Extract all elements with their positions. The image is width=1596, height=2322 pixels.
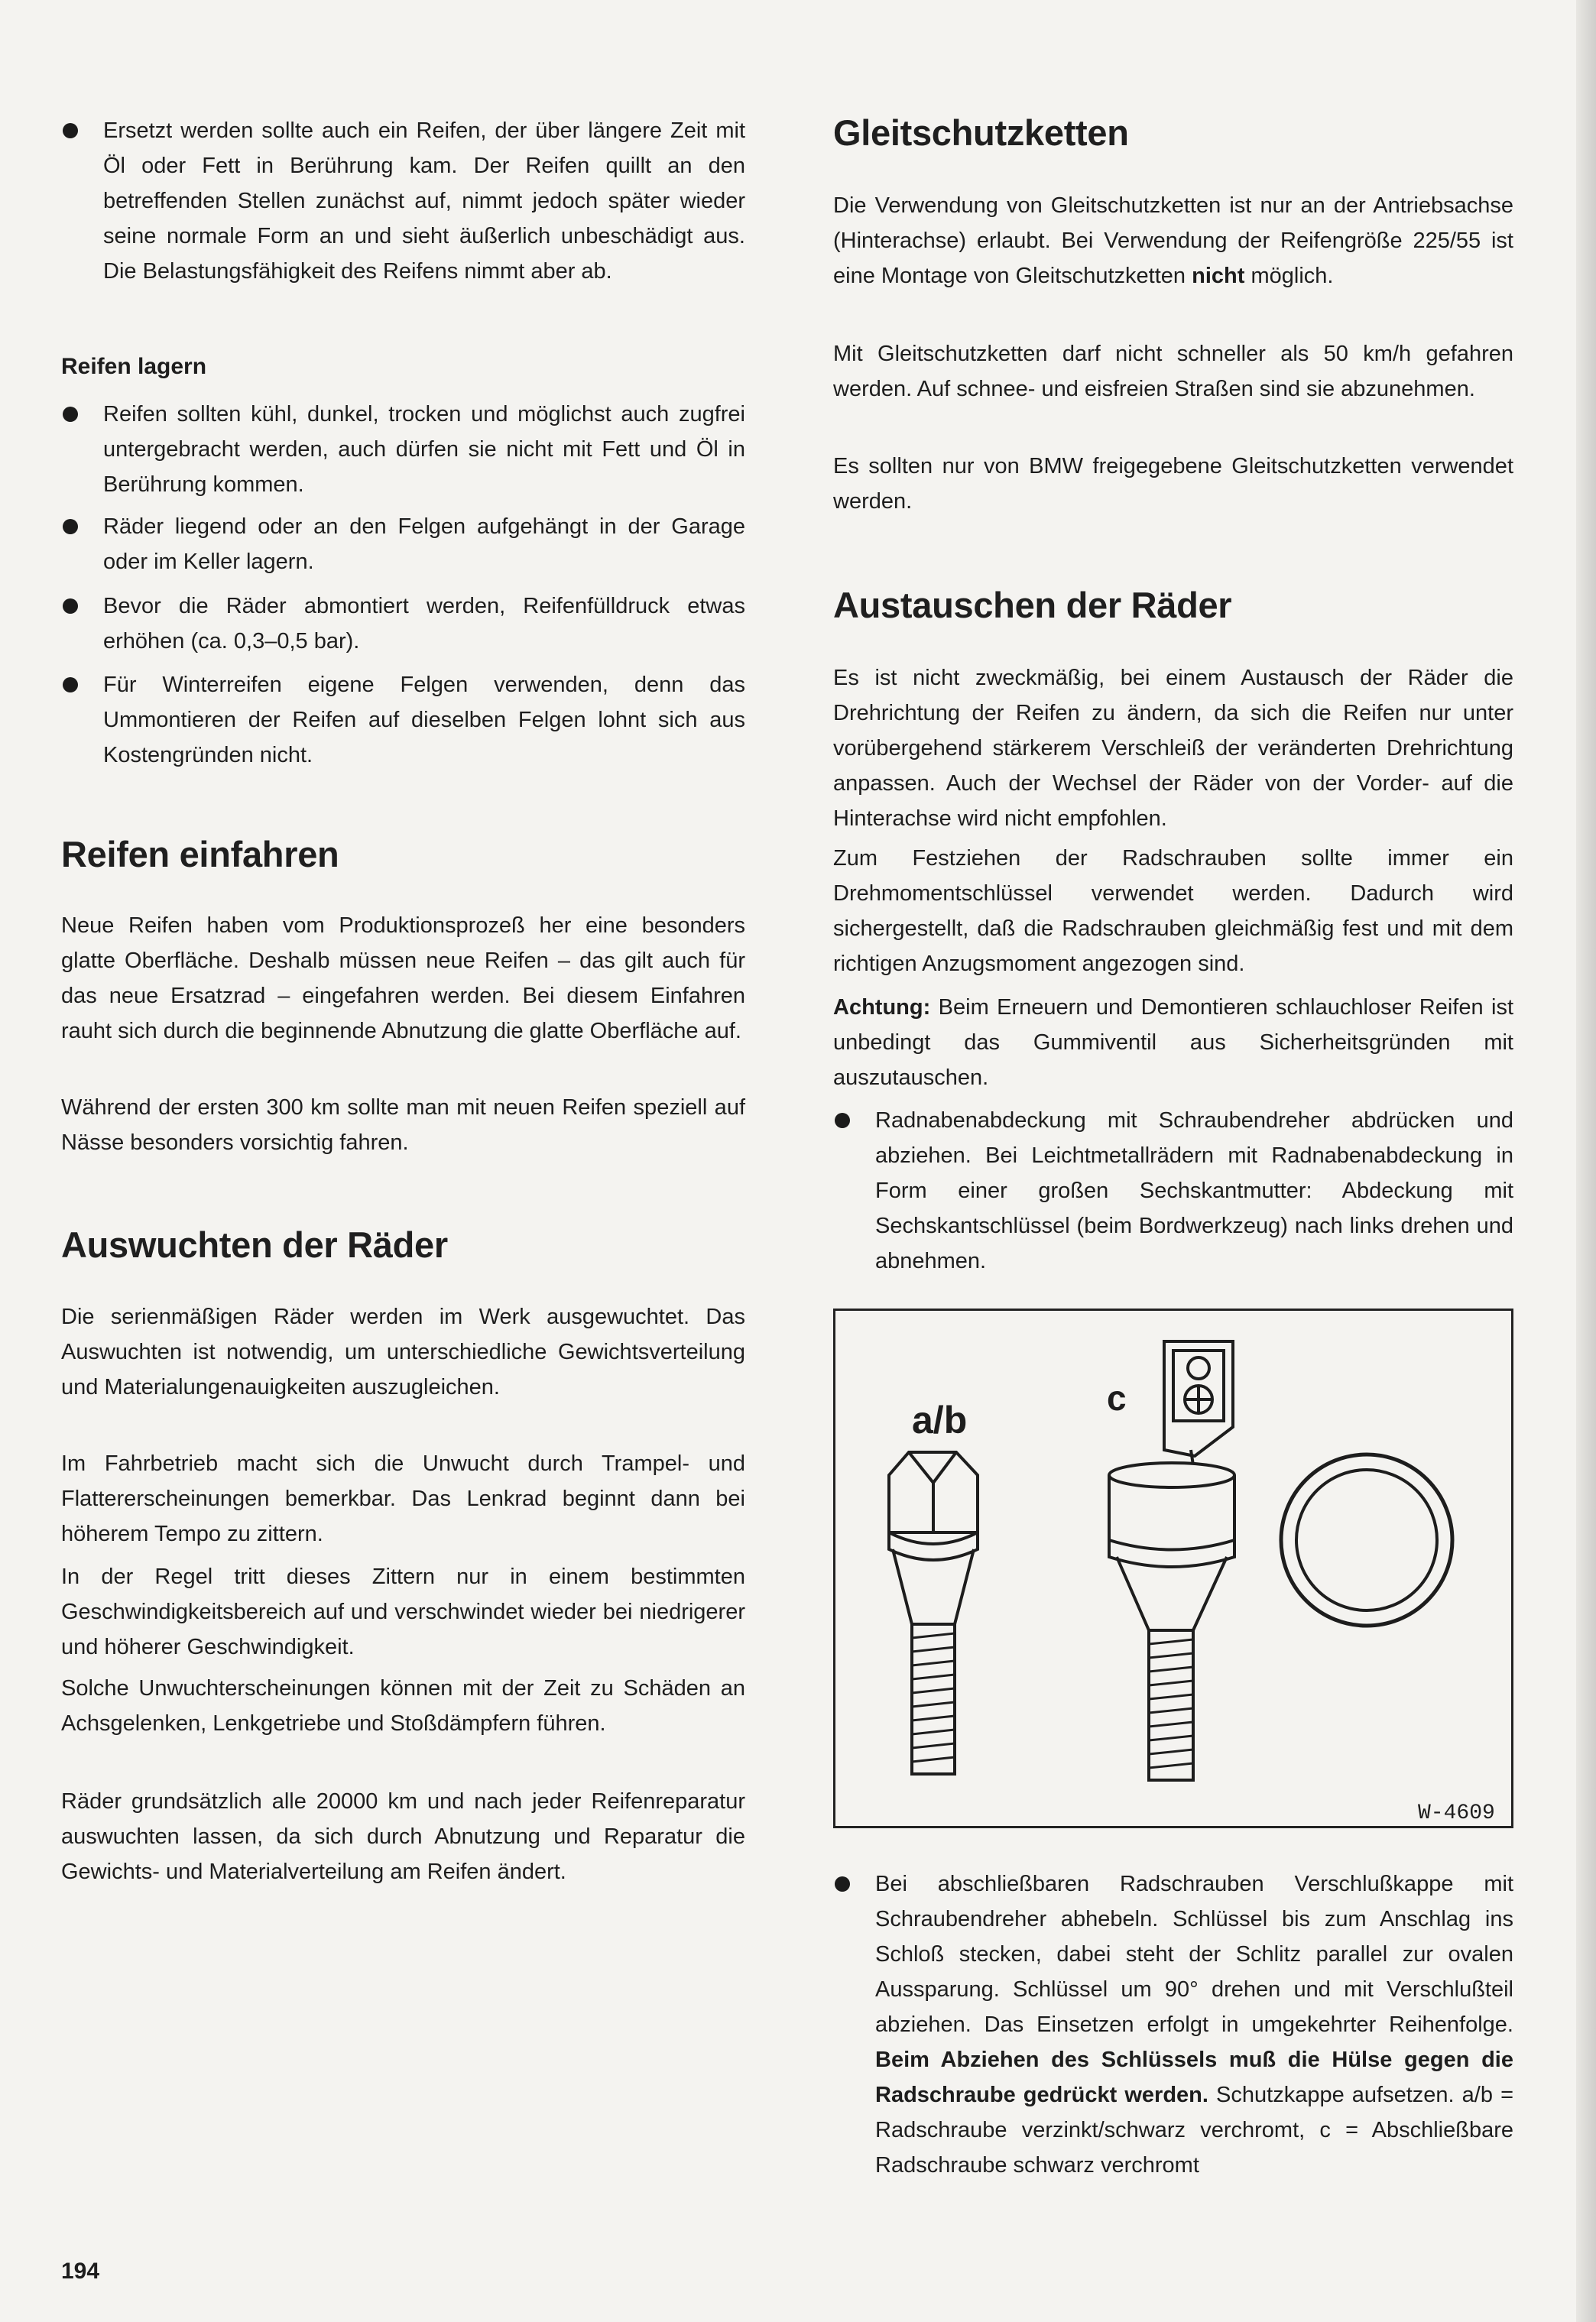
figure-code: W-4609 xyxy=(1418,1801,1495,1825)
paragraph-auswuchten-5: Räder grundsätzlich alle 20000 km und nach jeder Reifenreparatur auswuchten lassen, da sich durch Abnutzung und Reparatur die Gewichts- und Materialverteilung am Reifen ändert. xyxy=(61,1789,745,1884)
heading-austauschen: Austauschen der Räder xyxy=(833,585,1232,625)
bullet-lagern-1: Reifen sollten kühl, dunkel, trocken und möglichst auch zugfrei untergebracht werden, auch dürfen sie nicht mit Fett und Öl in Berührung kommen. xyxy=(61,397,745,502)
paragraph-achtung: Achtung: Beim Erneuern und Demontieren schlauchloser Reifen ist unbedingt das Gummiventil aus Sicherheitsgründen mit auszutauschen. xyxy=(833,995,1513,1090)
bullet-oil-contact: Ersetzt werden sollte auch ein Reifen, der über längere Zeit mit Öl oder Fett in Berührung kam. Der Reifen quillt an den betreffenden Stellen zunächst auf, nimmt jedoch später wieder seine normale Form an und sieht äußerlich unbeschädigt aus. Die Belastungsfähigkeit des Reifens nimmt aber ab. xyxy=(61,113,745,289)
paragraph-gleitschutz-2: Mit Gleitschutzketten darf nicht schneller als 50 km/h gefahren werden. Auf schnee- und eisfreien Straßen sind sie abzunehmen. xyxy=(833,342,1513,401)
bolt-c-drawing xyxy=(1109,1463,1234,1780)
cover-ring-drawing xyxy=(1281,1454,1452,1626)
achtung-label: Achtung: xyxy=(833,995,931,1020)
paragraph-auswuchten-3: In der Regel tritt dieses Zittern nur in einem bestimmten Geschwindigkeitsbereich auf und verschwindet wieder bei niedrigerer und höherer Geschwindigkeit. xyxy=(61,1565,745,1659)
bullet-lagern-4: Für Winterreifen eigene Felgen verwenden, denn das Ummontieren der Reifen auf dieselben Felgen lohnt sich aus Kostengründen nicht. xyxy=(61,667,745,773)
bullet-lagern-3: Bevor die Räder abmontiert werden, Reifenfülldruck etwas erhöhen (ca. 0,3–0,5 bar). xyxy=(61,589,745,659)
paragraph-gleitschutz-1: Die Verwendung von Gleitschutzketten ist nur an der Antriebsachse (Hinterachse) erlaubt. Bei Verwendung der Reifengröße 225/55 ist eine Montage von Gleitschutzketten nicht möglich. xyxy=(833,193,1513,288)
page-edge-shadow xyxy=(1576,0,1596,2322)
emphasis-warning: Beim Abziehen des Schlüssels muß die Hülse gegen die Radschraube gedrückt werden. xyxy=(875,2048,1513,2107)
paragraph-austauschen-1: Es ist nicht zweckmäßig, bei einem Austausch der Räder die Drehrichtung der Reifen zu ändern, da sich die Reifen nur unter vorübergehend stärkerem Verschleiß der veränderten Drehrichtung anpassen. Auch der Wechsel der Räder von der Vorder- auf die Hinterachse wird nicht empfohlen. xyxy=(833,666,1513,831)
heading-gleitschutzketten: Gleitschutzketten xyxy=(833,112,1129,153)
lock-key-drawing xyxy=(1164,1341,1233,1475)
emphasis-nicht: nicht xyxy=(1192,264,1245,288)
bullet-radnabenabdeckung: Radnabenabdeckung mit Schraubendreher abdrücken und abziehen. Bei Leichtmetallrädern mit Radnabenabdeckung in Form einer großen Sechskantmutter: Abdeckung mit Sechskantschlüssel (beim Bordwerkzeug) nach links drehen und abnehmen. xyxy=(833,1103,1513,1279)
bullet-lagern-2: Räder liegend oder an den Felgen aufgehängt in der Garage oder im Keller lagern. xyxy=(61,509,745,579)
wheel-bolt-illustration xyxy=(835,1311,1511,1826)
page-number: 194 xyxy=(61,2259,100,2284)
heading-auswuchten: Auswuchten der Räder xyxy=(61,1224,448,1265)
bolt-ab-drawing xyxy=(889,1452,978,1774)
paragraph-auswuchten-2: Im Fahrbetrieb macht sich die Unwucht durch Trampel- und Flattererscheinungen bemerkbar. Das Lenkrad beginnt dann bei höherem Tempo zu zittern. xyxy=(61,1451,745,1546)
bullet-abschliessbare-radschrauben: Bei abschließbaren Radschrauben Verschlußkappe mit Schraubendreher abhebeln. Schlüssel bis zum Anschlag ins Schloß stecken, dabei steht der Schlitz parallel zur ovalen Aussparung. Schlüssel um 90° drehen und mit Verschlußteil abziehen. Das Einsetzen erfolgt in umgekehrter Reihenfolge. Beim Abziehen des Schlüssels muß die Hülse gegen die Radschraube gedrückt werden. Schutzkappe aufsetzen. a/b = Radschraube verzinkt/schwarz verchromt, c = Abschließbare Radschraube schwarz verchromt xyxy=(833,1866,1513,2183)
paragraph-einfahren-2: Während der ersten 300 km sollte man mit neuen Reifen speziell auf Nässe besonders vorsichtig fahren. xyxy=(61,1095,745,1155)
paragraph-auswuchten-1: Die serienmäßigen Räder werden im Werk ausgewuchtet. Das Auswuchten ist notwendig, um unterschiedliche Gewichtsverteilung und Materialungenauigkeiten auszugleichen. xyxy=(61,1305,745,1399)
wheel-bolt-figure xyxy=(833,1309,1513,1828)
paragraph-auswuchten-4: Solche Unwuchterscheinungen können mit der Zeit zu Schäden an Achsgelenken, Lenkgetriebe und Stoßdämpfern führen. xyxy=(61,1676,745,1736)
paragraph-gleitschutz-3: Es sollten nur von BMW freigegebene Gleitschutzketten verwendet werden. xyxy=(833,454,1513,514)
paragraph-einfahren-1: Neue Reifen haben vom Produktionsprozeß her eine besonders glatte Oberfläche. Deshalb müssen neue Reifen – das gilt auch für das neue Ersatzrad – eingefahren werden. Bei diesem Einfahren rauht sich durch die beginnende Abnutzung die glatte Oberfläche auf. xyxy=(61,913,745,1043)
subheading-reifen-lagern: Reifen lagern xyxy=(61,354,207,379)
paragraph-austauschen-2: Zum Festziehen der Radschrauben sollte immer ein Drehmomentschlüssel verwendet werden. Dadurch wird sichergestellt, daß die Radschrauben gleichmäßig fest und mit dem richtigen Anzugsmoment angezogen sind. xyxy=(833,846,1513,976)
heading-reifen-einfahren: Reifen einfahren xyxy=(61,834,339,874)
label-ab: a/b xyxy=(912,1399,968,1442)
label-c: c xyxy=(1107,1378,1127,1418)
